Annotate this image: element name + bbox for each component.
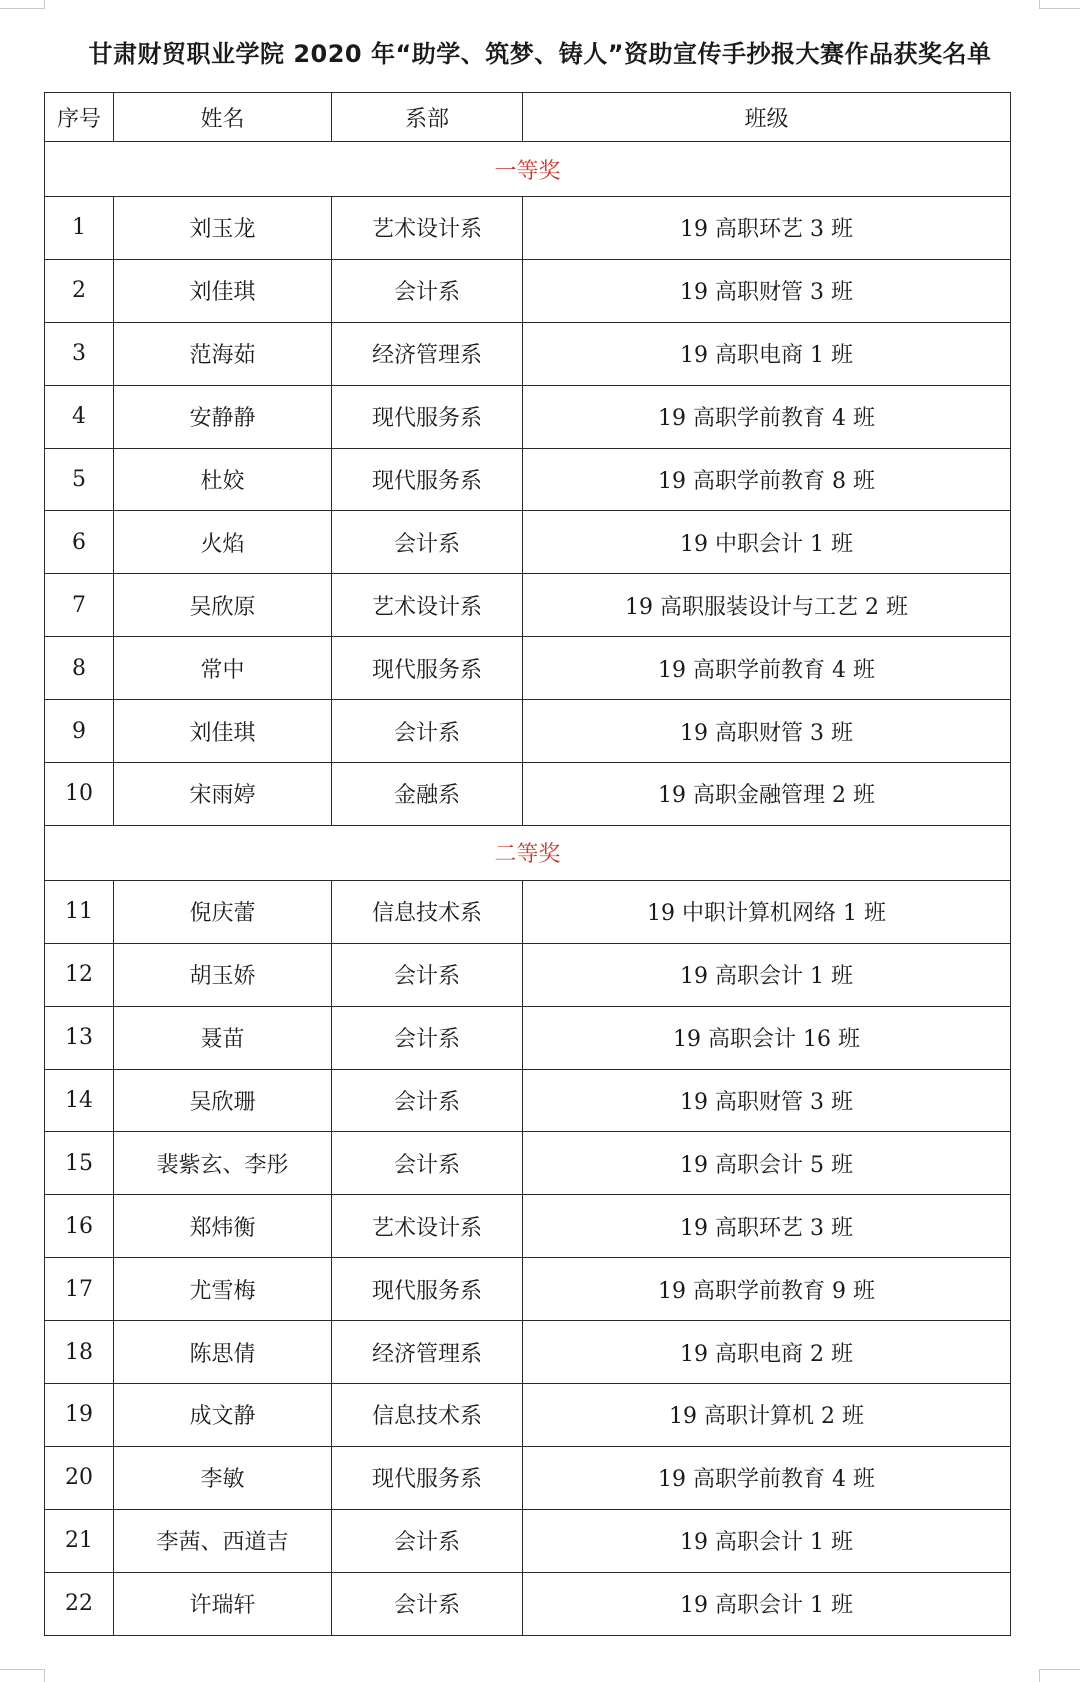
table-row [45,1446,1011,1509]
table-row [45,511,1011,574]
cell-no: 21 [45,1509,114,1572]
section-heading: 一等奖 [45,142,1011,197]
cell-dept: 会计系 [332,511,523,574]
table-row [45,197,1011,260]
cell-dept: 经济管理系 [332,1321,523,1384]
section-row [45,142,1011,197]
cell-no: 14 [45,1069,114,1132]
cell-name: 常中 [114,637,332,700]
cell-no: 15 [45,1132,114,1195]
cell-class: 19 高职计算机 2 班 [523,1384,1011,1447]
table-row [45,880,1011,943]
cell-name: 火焰 [114,511,332,574]
cell-name: 成文静 [114,1384,332,1447]
cell-name: 裴紫玄、李彤 [114,1132,332,1195]
table-body [45,142,1011,1636]
cell-name: 尤雪梅 [114,1258,332,1321]
cell-dept: 信息技术系 [332,880,523,943]
table-row [45,574,1011,637]
cell-class: 19 高职学前教育 9 班 [523,1258,1011,1321]
cell-name: 聂苗 [114,1006,332,1069]
cell-no: 5 [45,448,114,511]
cell-no: 17 [45,1258,114,1321]
cell-class: 19 高职电商 1 班 [523,322,1011,385]
cell-class: 19 高职会计 1 班 [523,943,1011,1006]
cell-name: 刘佳琪 [114,700,332,763]
table-row [45,763,1011,826]
crop-mark-bottom-left [0,1669,45,1682]
cell-name: 杜姣 [114,448,332,511]
cell-class: 19 高职电商 2 班 [523,1321,1011,1384]
cell-dept: 现代服务系 [332,637,523,700]
cell-no: 1 [45,197,114,260]
cell-dept: 会计系 [332,1006,523,1069]
table-row [45,1321,1011,1384]
cell-class: 19 高职会计 1 班 [523,1509,1011,1572]
cell-name: 郑炜衡 [114,1195,332,1258]
cell-class: 19 高职会计 1 班 [523,1572,1011,1635]
cell-name: 许瑞轩 [114,1572,332,1635]
cell-class: 19 高职学前教育 4 班 [523,1446,1011,1509]
cell-class: 19 高职会计 16 班 [523,1006,1011,1069]
cell-class: 19 高职学前教育 4 班 [523,385,1011,448]
section-heading: 二等奖 [45,825,1011,880]
table-row [45,1384,1011,1447]
cell-dept: 经济管理系 [332,322,523,385]
cell-name: 刘玉龙 [114,197,332,260]
cell-class: 19 高职学前教育 8 班 [523,448,1011,511]
cell-dept: 会计系 [332,1509,523,1572]
table-row [45,448,1011,511]
cell-name: 李茜、西道吉 [114,1509,332,1572]
cell-dept: 艺术设计系 [332,1195,523,1258]
crop-mark-top-left [0,0,45,9]
table-row [45,943,1011,1006]
crop-mark-top-right [1039,0,1080,9]
document-title: 甘肃财贸职业学院 2020 年“助学、筑梦、铸人”资助宣传手抄报大赛作品获奖名单 [88,40,992,68]
crop-mark-bottom-right [1039,1669,1080,1682]
cell-class: 19 高职财管 3 班 [523,700,1011,763]
cell-name: 吴欣原 [114,574,332,637]
cell-name: 刘佳琪 [114,259,332,322]
cell-name: 陈思倩 [114,1321,332,1384]
cell-class: 19 高职环艺 3 班 [523,1195,1011,1258]
cell-class: 19 高职财管 3 班 [523,1069,1011,1132]
cell-dept: 信息技术系 [332,1384,523,1447]
cell-class: 19 中职会计 1 班 [523,511,1011,574]
cell-no: 18 [45,1321,114,1384]
table-row [45,1195,1011,1258]
cell-class: 19 高职金融管理 2 班 [523,763,1011,826]
cell-dept: 现代服务系 [332,1446,523,1509]
cell-dept: 艺术设计系 [332,574,523,637]
table-row [45,1006,1011,1069]
cell-no: 2 [45,259,114,322]
section-row [45,825,1011,880]
cell-dept: 会计系 [332,1132,523,1195]
table-row [45,1509,1011,1572]
cell-class: 19 高职环艺 3 班 [523,197,1011,260]
table-row [45,637,1011,700]
cell-dept: 会计系 [332,1069,523,1132]
cell-dept: 会计系 [332,943,523,1006]
cell-dept: 会计系 [332,1572,523,1635]
cell-dept: 金融系 [332,763,523,826]
cell-name: 胡玉娇 [114,943,332,1006]
table-row [45,700,1011,763]
cell-dept: 现代服务系 [332,385,523,448]
cell-no: 20 [45,1446,114,1509]
cell-no: 22 [45,1572,114,1635]
cell-no: 12 [45,943,114,1006]
table-header-row [45,93,1011,142]
cell-class: 19 高职学前教育 4 班 [523,637,1011,700]
cell-name: 范海茹 [114,322,332,385]
cell-name: 吴欣珊 [114,1069,332,1132]
table-row [45,322,1011,385]
cell-no: 8 [45,637,114,700]
table-row [45,385,1011,448]
header-no: 序号 [45,93,114,142]
cell-dept: 会计系 [332,700,523,763]
cell-dept: 会计系 [332,259,523,322]
table-row [45,1069,1011,1132]
cell-name: 宋雨婷 [114,763,332,826]
award-table [44,92,1011,1636]
cell-no: 4 [45,385,114,448]
header-class: 班级 [523,93,1011,142]
cell-no: 3 [45,322,114,385]
header-name: 姓名 [114,93,332,142]
cell-class: 19 高职财管 3 班 [523,259,1011,322]
header-dept: 系部 [332,93,523,142]
cell-class: 19 高职服装设计与工艺 2 班 [523,574,1011,637]
table-row [45,1258,1011,1321]
cell-dept: 现代服务系 [332,448,523,511]
cell-no: 11 [45,880,114,943]
cell-no: 10 [45,763,114,826]
cell-dept: 现代服务系 [332,1258,523,1321]
cell-no: 6 [45,511,114,574]
cell-no: 7 [45,574,114,637]
cell-no: 16 [45,1195,114,1258]
cell-no: 13 [45,1006,114,1069]
table-row [45,1132,1011,1195]
cell-no: 9 [45,700,114,763]
table-row [45,259,1011,322]
table-row [45,1572,1011,1635]
cell-class: 19 高职会计 5 班 [523,1132,1011,1195]
cell-dept: 艺术设计系 [332,197,523,260]
cell-no: 19 [45,1384,114,1447]
cell-name: 安静静 [114,385,332,448]
cell-name: 李敏 [114,1446,332,1509]
cell-class: 19 中职计算机网络 1 班 [523,880,1011,943]
cell-name: 倪庆蕾 [114,880,332,943]
